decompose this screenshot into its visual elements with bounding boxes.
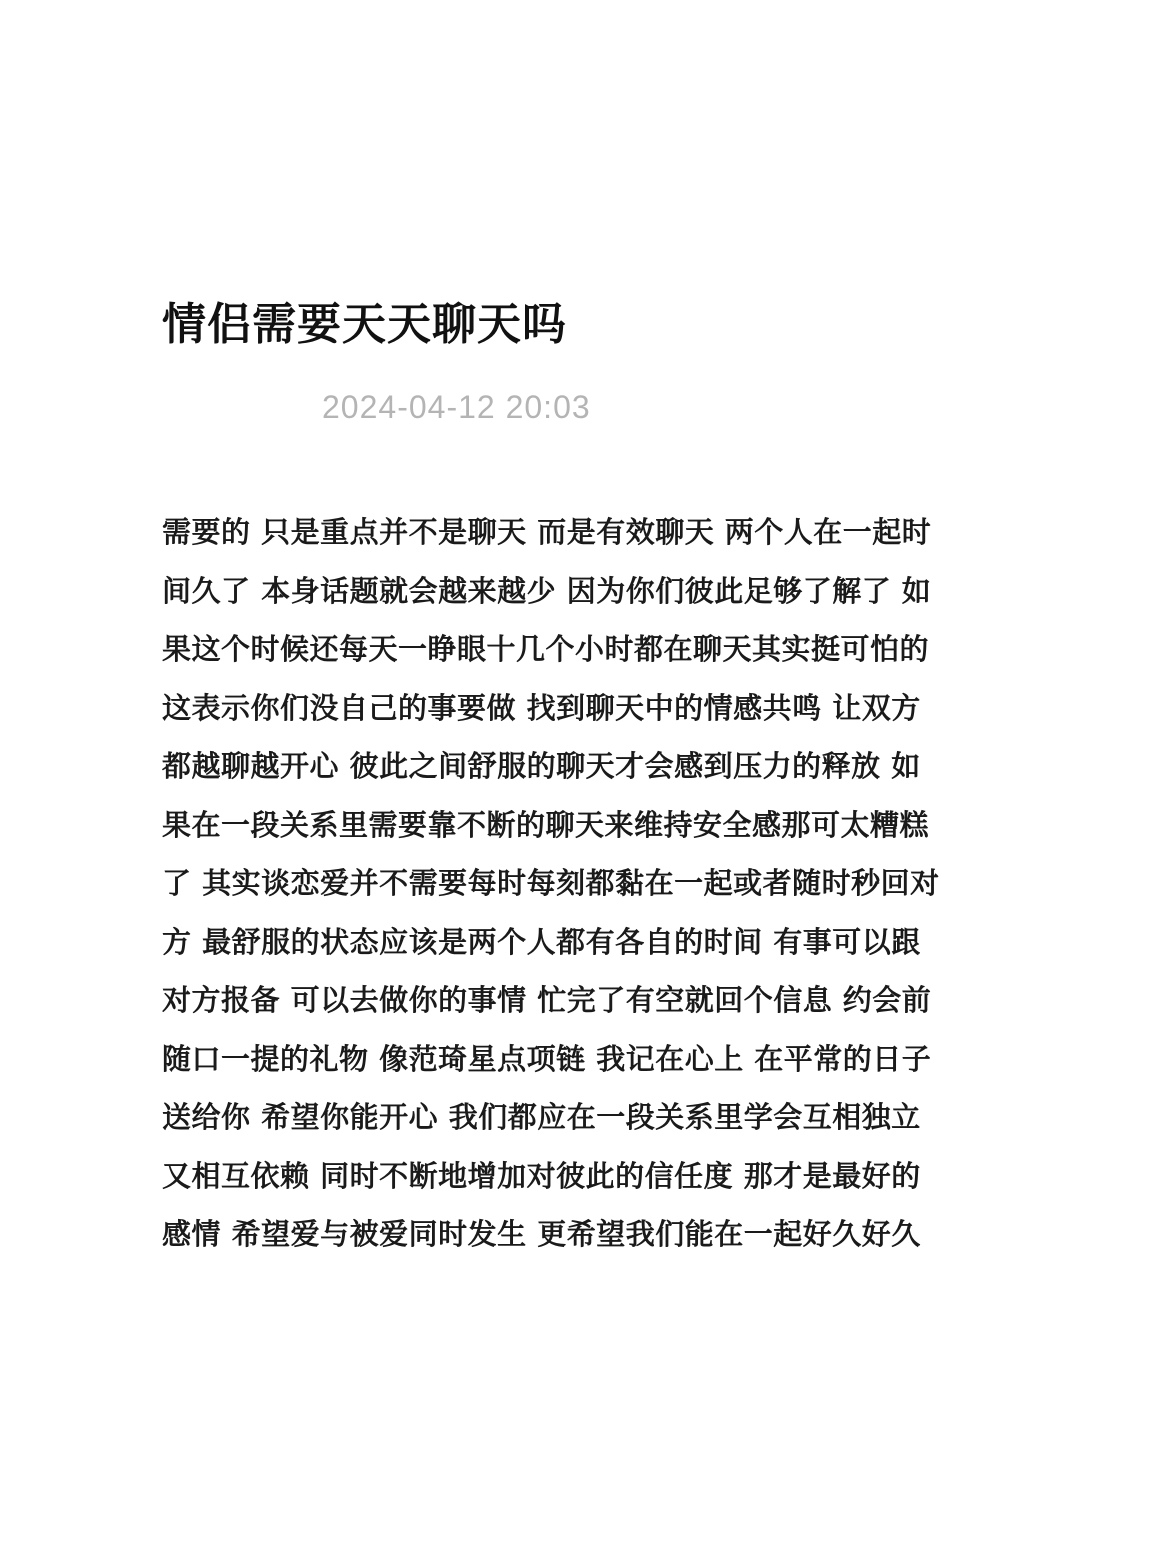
body-line: 方 最舒服的状态应该是两个人都有各自的时间 有事可以跟 xyxy=(162,924,921,959)
body-line: 这表示你们没自己的事要做 找到聊天中的情感共鸣 让双方 xyxy=(162,690,921,725)
body-line: 对方报备 可以去做你的事情 忙完了有空就回个信息 约会前 xyxy=(162,983,932,1017)
body-line: 随口一提的礼物 像范琦星点项链 我记在心上 在平常的日子 xyxy=(162,1041,932,1076)
body-line: 又相互依赖 同时不断地增加对彼此的信任度 那才是最好的 xyxy=(162,1158,921,1193)
body-line: 间久了 本身话题就会越来越少 因为你们彼此足够了解了 如 xyxy=(162,573,932,608)
body-line: 了 其实谈恋爱并不需要每时每刻都黏在一起或者随时秒回对 xyxy=(162,866,940,900)
body-line: 送给你 希望你能开心 我们都应在一段关系里学会互相独立 xyxy=(162,1100,921,1134)
note-timestamp: 2024-04-12 20:03 xyxy=(322,389,591,425)
body-line: 都越聊越开心 彼此之间舒服的聊天才会感到压力的释放 如 xyxy=(162,749,921,783)
body-line: 果在一段关系里需要靠不断的聊天来维持安全感那可太糟糕 xyxy=(162,807,930,842)
body-line: 需要的 只是重点并不是聊天 而是有效聊天 两个人在一起时 xyxy=(162,515,932,549)
note-body xyxy=(162,503,1022,1264)
body-line: 果这个时候还每天一睁眼十几个小时都在聊天其实挺可怕的 xyxy=(162,632,930,666)
note-title: 情侣需要天天聊天吗 xyxy=(162,299,567,350)
note-card xyxy=(162,290,1022,1251)
body-line: 感情 希望爱与被爱同时发生 更希望我们能在一起好久好久 xyxy=(162,1217,921,1251)
